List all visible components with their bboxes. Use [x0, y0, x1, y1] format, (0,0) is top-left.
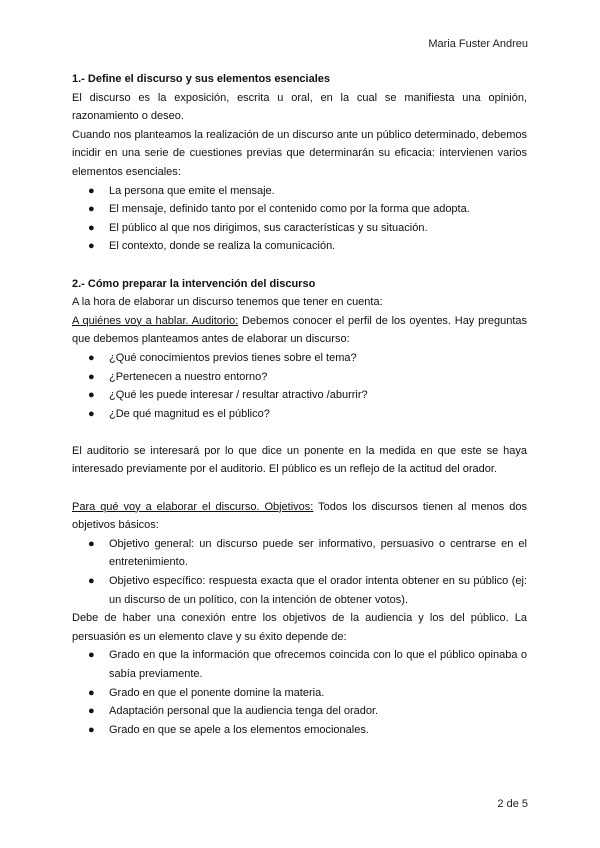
paragraph-auditorio: El auditorio se interesará por lo que dice un ponente en la medida en que este se haya interesado previamente por el auditorio. El público es un reflejo de la actitud del orador. — [72, 444, 527, 476]
list-item: ● ¿Qué les puede interesar / resultar atractivo /aburrir? — [72, 386, 527, 405]
paragraph-connection: Debe de haber una conexión entre los objetivos de la audiencia y los del público. La persuasión es un elemento clave y su éxito depende de: — [72, 612, 527, 643]
list-item: ● Grado en que la información que ofrecemos coincida con lo que el público opinaba o sabía previamente. — [72, 646, 527, 683]
list-item: ● El público al que nos dirigimos, sus características y su situación. — [72, 219, 527, 238]
bullet-icon: ● — [88, 686, 95, 699]
paragraph-objectives — [72, 498, 527, 535]
bullet-icon: ● — [88, 575, 95, 588]
bullet-icon: ● — [88, 240, 95, 253]
page-number: 2 de 5 — [497, 798, 528, 810]
questions-list — [72, 349, 527, 423]
list-item: ● La persona que emite el mensaje. — [72, 182, 527, 201]
list-item: ● ¿De qué magnitud es el público? — [72, 405, 527, 424]
bullet-icon: ● — [88, 705, 95, 718]
persuasion-list — [72, 646, 527, 739]
objectives-label: Para qué voy a elaborar el discurso. Objetivos: — [72, 500, 314, 513]
bullet-icon: ● — [88, 203, 95, 216]
audience-label: A quiénes voy a hablar. Auditorio: — [72, 314, 239, 327]
bullet-icon: ● — [88, 351, 95, 364]
bullet-icon: ● — [88, 184, 95, 197]
bullet-icon: ● — [88, 407, 95, 420]
bullet-icon: ● — [88, 389, 95, 402]
paragraph-definition: El discurso es la exposición, escrita u oral, en la cual se manifiesta una opinión, razonamiento o deseo. — [72, 91, 527, 123]
bullet-icon: ● — [88, 370, 95, 383]
paragraph-audience — [72, 312, 527, 349]
list-item: ● Objetivo específico: respuesta exacta que el orador intenta obtener en su público (ej: un discurso de un político, con la intención de obtener votos). — [72, 572, 527, 609]
objectives-list — [72, 535, 527, 609]
header-author: Maria Fuster Andreu — [428, 38, 528, 50]
paragraph-preparation-intro: A la hora de elaborar un discurso tenemos que tener en cuenta: — [72, 296, 383, 309]
document-body — [72, 70, 527, 739]
paragraph-elements-intro: Cuando nos planteamos la realización de un discurso ante un público determinado, debemos incidir en una serie de cuestiones previas que determinarán su eficacia: intervienen varios elementos esenciales: — [72, 128, 527, 178]
bullet-icon: ● — [88, 649, 95, 662]
list-item: ● Grado en que se apele a los elementos emocionales. — [72, 721, 527, 740]
list-item: ● ¿Pertenecen a nuestro entorno? — [72, 368, 527, 387]
list-item: ● ¿Qué conocimientos previos tienes sobre el tema? — [72, 349, 527, 368]
list-item: ● El contexto, donde se realiza la comunicación. — [72, 237, 527, 256]
list-item: ● Grado en que el ponente domine la materia. — [72, 684, 527, 703]
bullet-icon: ● — [88, 221, 95, 234]
list-item: ● El mensaje, definido tanto por el contenido como por la forma que adopta. — [72, 200, 527, 219]
audience-text: Debemos conocer el perfil de los oyentes. Hay preguntas que debemos planteamos antes de elaborar un discurso: — [72, 314, 527, 346]
list-item: ● Objetivo general: un discurso puede ser informativo, persuasivo o centrarse en el entretenimiento. — [72, 535, 527, 572]
elements-list — [72, 182, 527, 256]
section-2-heading: 2.- Cómo preparar la intervención del discurso — [72, 277, 316, 290]
bullet-icon: ● — [88, 723, 95, 736]
objectives-text: Todos los discursos tienen al menos dos objetivos básicos: — [72, 500, 528, 532]
bullet-icon: ● — [88, 537, 95, 550]
section-1-heading: 1.- Define el discurso y sus elementos esenciales — [72, 73, 331, 85]
list-item: ● Adaptación personal que la audiencia tenga del orador. — [72, 702, 527, 721]
